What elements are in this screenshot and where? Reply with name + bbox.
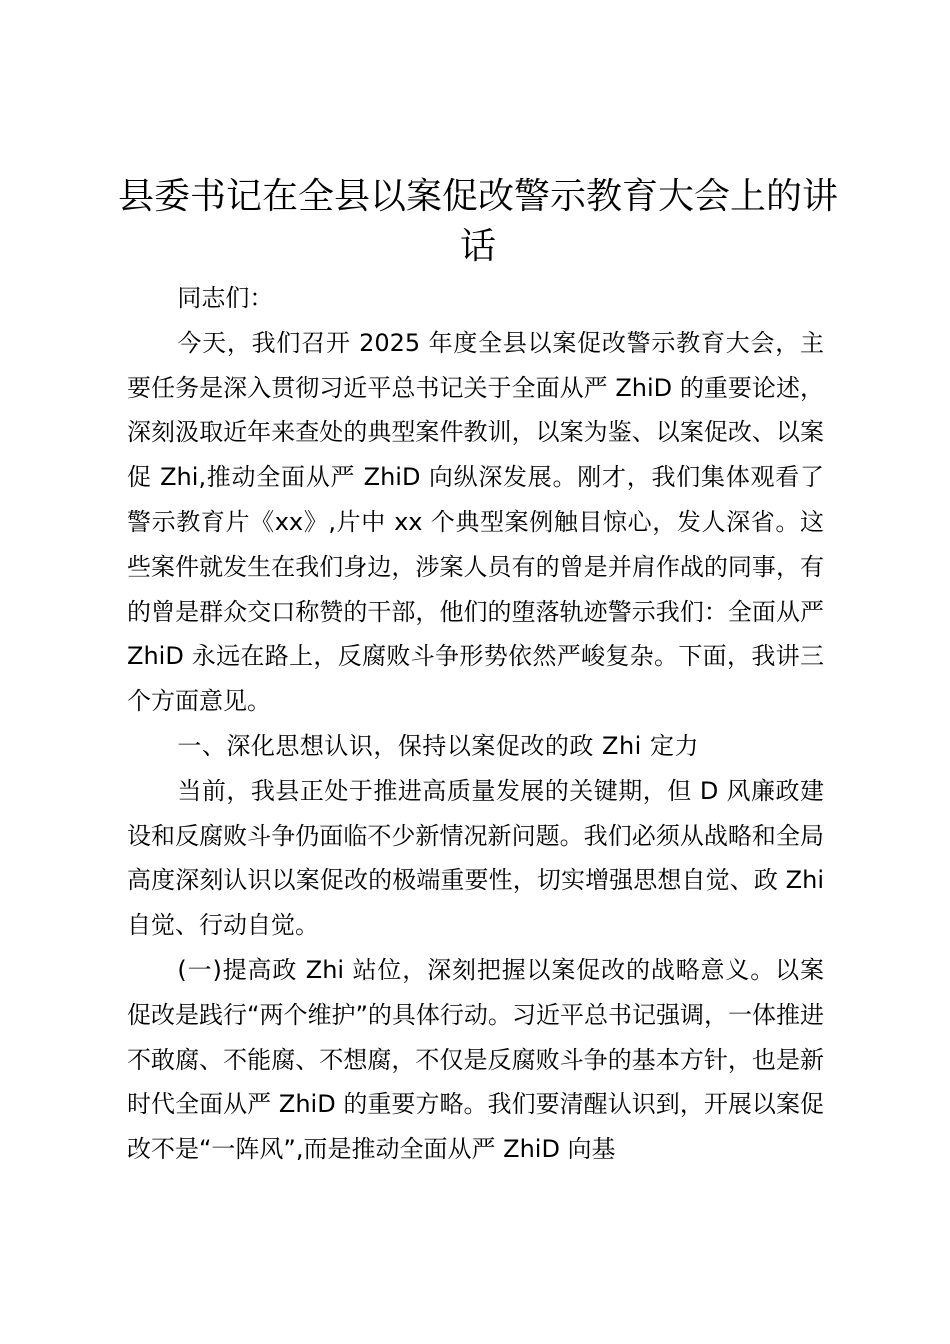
document-body [127,276,824,1172]
greeting: 同志们： [177,284,274,312]
paragraph-section-1-intro: 当前，我县正处于推进高质量发展的关键期，但 D 风廉政建设和反腐败斗争仍面临不少新情况新问题。我们必须从战略和全局高度深刻认识以案促改的极端重要性，切实增强思想自觉、政 Zhi 自觉、行动自觉。 [127,776,824,940]
section-heading-1: 一、深化思想认识，保持以案促改的政 Zhi 定力 [177,731,699,760]
paragraph-subsection-1: (一)提高政 Zhi 站位，深刻把握以案促改的战略意义。以案促改是践行“两个维护”的具体行动。习近平总书记强调，一体推进不敢腐、不能腐、不想腐，不仅是反腐败斗争的基本方针，也是新时代全面从严 ZhiD 的重要方略。我们要清醒认识到，开展以案促改不是“一阵风”,而是推动全面从严 ZhiD 向基 [127,955,824,1164]
paragraph-opening: 今天，我们召开 2025 年度全县以案促改警示教育大会，主要任务是深入贯彻习近平总书记关于全面从严 ZhiD 的重要论述，深刻汲取近年来查处的典型案件教训，以案为鉴、以案促改、以案促 Zhi,推动全面从严 ZhiD 向纵深发展。刚才，我们集体观看了警示教育片《xx》,片中 xx 个典型案例触目惊心，发人深省。这些案件就发生在我们身边，涉案人员有的曾是并肩作战的同事，有的曾是群众交口称赞的干部，他们的堕落轨迹警示我们：全面从严 ZhiD 永远在路上，反腐败斗争形势依然严峻复杂。下面，我讲三个方面意见。 [127,328,824,716]
document-title: 县委书记在全县以案促改警示教育大会上的讲话 [118,176,839,267]
